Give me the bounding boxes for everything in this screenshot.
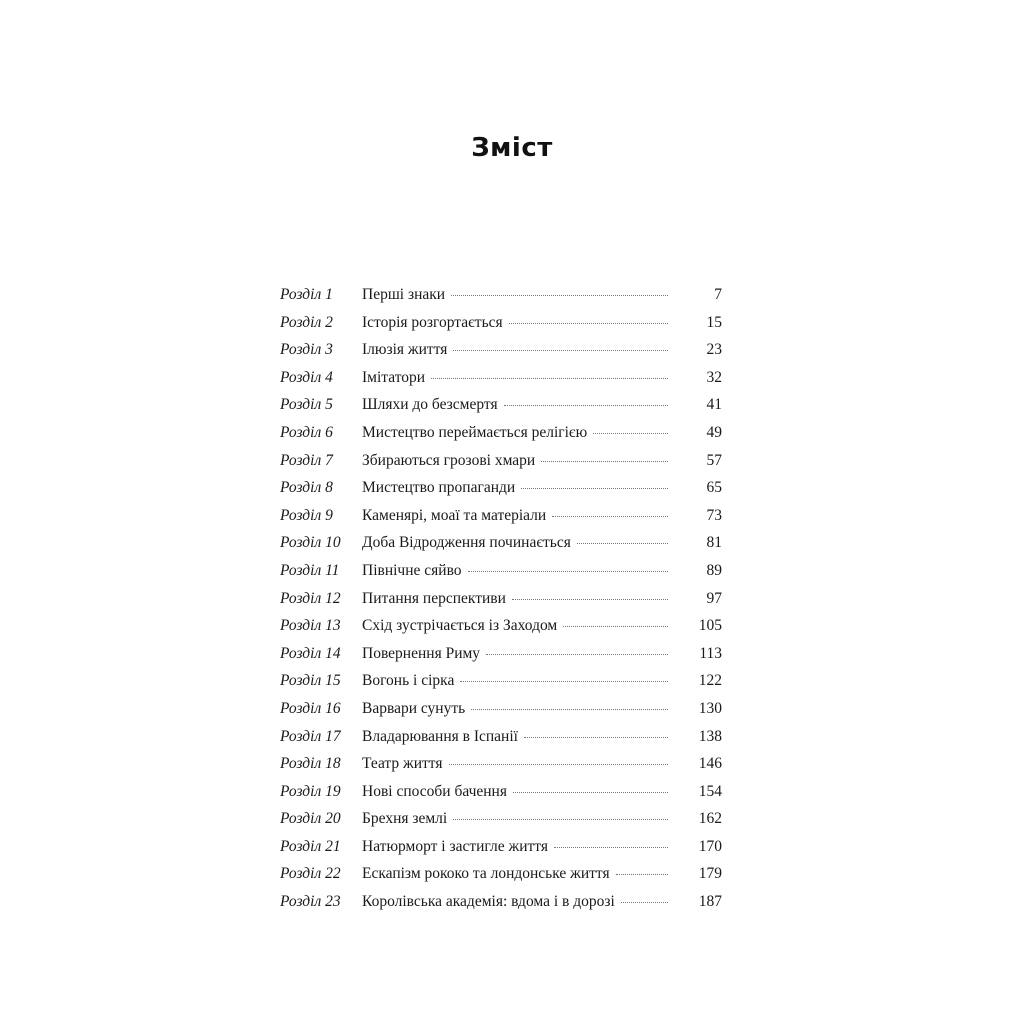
chapter-title: Ілюзія життя xyxy=(362,341,448,359)
toc-entry xyxy=(280,452,722,480)
dot-leader xyxy=(513,792,668,793)
chapter-label: Розділ 22 xyxy=(280,865,341,883)
chapter-label: Розділ 3 xyxy=(280,341,333,359)
chapter-title: Збираються грозові хмари xyxy=(362,451,536,469)
chapter-label: Розділ 14 xyxy=(280,644,341,662)
chapter-label: Розділ 16 xyxy=(280,699,341,717)
dot-leader xyxy=(509,323,668,324)
chapter-label: Розділ 12 xyxy=(280,589,341,607)
dot-leader xyxy=(453,350,668,351)
chapter-title: Питання перспективи xyxy=(362,589,506,607)
dot-leader xyxy=(577,543,668,544)
toc-entry xyxy=(280,286,722,314)
dot-leader xyxy=(512,599,668,600)
page-number: 65 xyxy=(706,479,722,497)
page-number: 57 xyxy=(706,451,722,469)
chapter-title: Перші знаки xyxy=(362,286,446,303)
page-number: 23 xyxy=(706,341,722,359)
page-number: 41 xyxy=(706,396,722,414)
toc-entry xyxy=(280,755,722,783)
chapter-label: Розділ 23 xyxy=(280,893,341,911)
dot-leader xyxy=(460,681,668,682)
page-number: 49 xyxy=(706,423,722,441)
toc-entry xyxy=(280,341,722,369)
toc-entry xyxy=(280,700,722,728)
dot-leader xyxy=(451,295,668,296)
dot-leader xyxy=(541,461,668,462)
toc-entry xyxy=(280,783,722,811)
table-of-contents xyxy=(280,286,722,921)
chapter-title: Натюрморт і застигле життя xyxy=(362,837,548,855)
dot-leader xyxy=(504,405,668,406)
page-number: 7 xyxy=(714,286,722,303)
dot-leader xyxy=(563,626,668,627)
dot-leader xyxy=(616,874,668,875)
chapter-title: Королівська академія: вдома і в дорозі xyxy=(362,893,615,911)
toc-entry xyxy=(280,507,722,535)
chapter-title: Імітатори xyxy=(362,368,426,386)
dot-leader xyxy=(524,737,668,738)
chapter-label: Розділ 15 xyxy=(280,672,341,690)
chapter-label: Розділ 8 xyxy=(280,479,333,497)
toc-entry xyxy=(280,893,722,921)
dot-leader xyxy=(471,709,668,710)
toc-entry xyxy=(280,562,722,590)
chapter-label: Розділ 11 xyxy=(280,561,340,579)
toc-entry xyxy=(280,424,722,452)
dot-leader xyxy=(453,819,668,820)
chapter-title: Варвари сунуть xyxy=(362,699,466,717)
chapter-title: Театр життя xyxy=(362,755,443,773)
page-number: 162 xyxy=(698,810,722,828)
dot-leader xyxy=(621,902,668,903)
chapter-title: Владарювання в Іспанії xyxy=(362,727,518,745)
chapter-title: Вогонь і сірка xyxy=(362,672,455,690)
page-number: 179 xyxy=(698,865,722,883)
toc-entry xyxy=(280,314,722,342)
page-number: 105 xyxy=(698,617,722,635)
chapter-title: Повернення Риму xyxy=(362,644,481,662)
dot-leader xyxy=(552,516,668,517)
chapter-label: Розділ 9 xyxy=(280,506,333,524)
chapter-label: Розділ 7 xyxy=(280,451,333,469)
toc-entry xyxy=(280,645,722,673)
page-number: 15 xyxy=(706,313,722,331)
chapter-title: Доба Відродження починається xyxy=(362,534,571,552)
chapter-label: Розділ 2 xyxy=(280,313,333,331)
dot-leader xyxy=(486,654,668,655)
page-number: 97 xyxy=(706,589,722,607)
toc-entry xyxy=(280,865,722,893)
toc-entry xyxy=(280,590,722,618)
page-number: 113 xyxy=(699,644,722,662)
chapter-label: Розділ 18 xyxy=(280,755,341,773)
page-number: 89 xyxy=(706,561,722,579)
toc-entry xyxy=(280,369,722,397)
toc-entry xyxy=(280,534,722,562)
chapter-label: Розділ 10 xyxy=(280,534,341,552)
toc-entry xyxy=(280,479,722,507)
chapter-label: Розділ 6 xyxy=(280,423,333,441)
chapter-label: Розділ 5 xyxy=(280,396,333,414)
dot-leader xyxy=(554,847,668,848)
chapter-title: Брехня землі xyxy=(362,810,448,828)
toc-entry xyxy=(280,728,722,756)
chapter-title: Мистецтво переймається релігією xyxy=(362,423,588,441)
toc-entry xyxy=(280,838,722,866)
page-number: 73 xyxy=(706,506,722,524)
page-number: 81 xyxy=(706,534,722,552)
page-number: 32 xyxy=(706,368,722,386)
chapter-title: Мистецтво пропаганди xyxy=(362,479,516,497)
toc-entry xyxy=(280,617,722,645)
toc-entry xyxy=(280,672,722,700)
toc-entry xyxy=(280,396,722,424)
page-number: 170 xyxy=(698,837,722,855)
dot-leader xyxy=(431,378,668,379)
chapter-title: Каменярі, моаї та матеріали xyxy=(362,506,547,524)
page-number: 187 xyxy=(698,893,722,911)
chapter-label: Розділ 21 xyxy=(280,837,341,855)
page-title: Зміст xyxy=(471,133,553,164)
dot-leader xyxy=(593,433,668,434)
chapter-title: Схід зустрічається із Заходом xyxy=(362,617,558,635)
chapter-title: Північне сяйво xyxy=(362,561,462,579)
chapter-label: Розділ 13 xyxy=(280,617,341,635)
chapter-label: Розділ 17 xyxy=(280,727,341,745)
chapter-label: Розділ 19 xyxy=(280,782,341,800)
chapter-label: Розділ 20 xyxy=(280,810,341,828)
dot-leader xyxy=(449,764,669,765)
page-number: 130 xyxy=(698,699,722,717)
chapter-label: Розділ 1 xyxy=(280,286,333,303)
chapter-title: Історія розгортається xyxy=(362,313,503,331)
page-number: 154 xyxy=(698,782,722,800)
chapter-title: Ескапізм рококо та лондонське життя xyxy=(362,865,610,883)
dot-leader xyxy=(521,488,668,489)
dot-leader xyxy=(468,571,668,572)
chapter-title: Нові способи бачення xyxy=(362,782,507,800)
page-number: 146 xyxy=(698,755,722,773)
page-number: 122 xyxy=(698,672,722,690)
chapter-title: Шляхи до безсмертя xyxy=(362,396,498,414)
page-number: 138 xyxy=(698,727,722,745)
toc-entry xyxy=(280,810,722,838)
chapter-label: Розділ 4 xyxy=(280,368,333,386)
